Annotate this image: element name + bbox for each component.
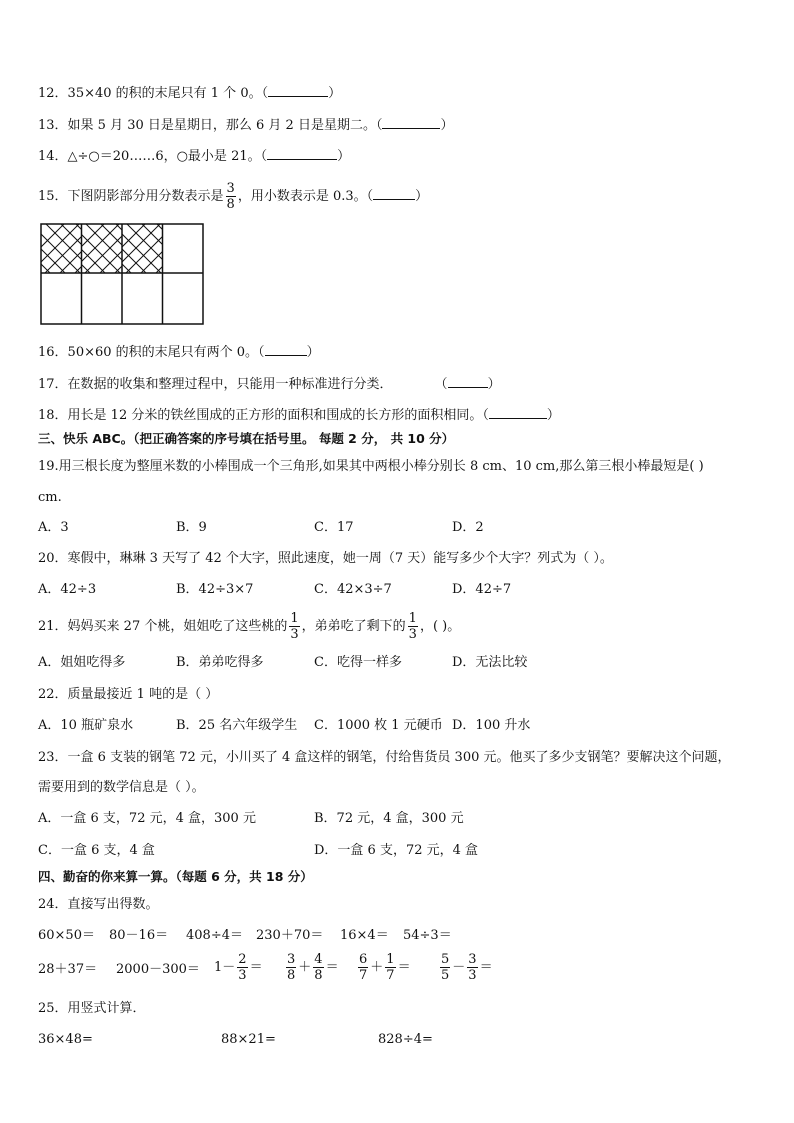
question-15: 15．下图阴影部分用分数表示是 $\frac{3}{8}$ ，用小数表示是 0.3。（ ） (38, 181, 429, 212)
section-4-heading: 四、勤奋的你来算一算。（每题 6 分，共 18 分） (38, 869, 313, 884)
option-a[interactable]: A．一盒 6 支，72 元，4 盒，300 元 (38, 811, 256, 826)
fraction: $\frac{1}{3}$ (408, 611, 417, 642)
option-d[interactable]: D．42÷7 (452, 582, 512, 597)
option-a[interactable]: A．3 (38, 520, 69, 535)
question-19-line2: cm. (38, 490, 62, 505)
question-14: 14．△÷○＝20……6，○最小是 21。（ ） (38, 146, 350, 166)
question-13: 13．如果 5 月 30 日是星期日，那么 6 月 2 日是星期二。（ ） (38, 115, 453, 135)
option-b[interactable]: B．72 元，4 盒，300 元 (314, 811, 464, 826)
hatched-cell (81, 223, 206, 273)
question-24-title: 24．直接写出得数。 (38, 897, 159, 912)
question-23-line1: 23．一盒 6 支装的钢笔 72 元，小川买了 4 盒这样的钢笔，付给售货员 300 元。他买了多少支钢笔？要解决这个问题， (38, 750, 731, 765)
question-20: 20．寒假中，琳琳 3 天写了 42 个大字，照此速度，她一周（7 天）能写多少个大字？列式为（ ）。 (38, 551, 613, 566)
calc-item-fraction: $\frac{6}{7}$ ＋ $\frac{1}{7}$ ＝ (359, 952, 411, 983)
option-c[interactable]: C．1000 枚 1 元硬币 (314, 718, 443, 733)
option-b[interactable]: B．弟弟吃得多 (176, 655, 264, 670)
option-b[interactable]: B．25 名六年级学生 (176, 718, 298, 733)
fraction: $\frac{3}{8}$ (226, 181, 235, 212)
question-17: 17．在数据的收集和整理过程中，只能用一种标准进行分类． （ ） (38, 374, 501, 394)
calc-item: 230＋70＝ (256, 928, 324, 943)
calc-item: 2000－300＝ (116, 962, 200, 977)
option-b[interactable]: B．42÷3×7 (176, 582, 254, 597)
hatched-cell (40, 223, 165, 273)
answer-blank[interactable] (267, 146, 337, 160)
option-a[interactable]: A．姐姐吃得多 (38, 655, 126, 670)
question-17-text: 17．在数据的收集和整理过程中，只能用一种标准进行分类． (38, 377, 393, 392)
calc-item: 408÷4＝ (186, 928, 243, 943)
question-12-text: 12．35×40 的积的末尾只有 1 个 0。（ (38, 86, 269, 101)
answer-blank[interactable] (448, 374, 488, 388)
option-c[interactable]: C．17 (314, 520, 354, 535)
calc-item: 60×50＝ (38, 928, 95, 943)
question-23-line2: 需要用到的数学信息是（ ）。 (38, 780, 205, 795)
shaded-grid-figure (40, 223, 206, 327)
option-d[interactable]: D．100 升水 (452, 718, 531, 733)
question-15-text: 15．下图阴影部分用分数表示是 (38, 189, 224, 204)
question-12: 12．35×40 的积的末尾只有 1 个 0。（ ） (38, 83, 341, 103)
question-25-title: 25．用竖式计算． (38, 1001, 146, 1016)
grid-lines (41, 224, 203, 324)
question-16-text: 16．50×60 的积的末尾只有两个 0。（ (38, 345, 265, 360)
option-b[interactable]: B．9 (176, 520, 207, 535)
answer-blank[interactable] (382, 115, 440, 129)
question-18: 18．用长是 12 分米的铁丝围成的正方形的面积和围成的长方形的面积相同。（ ） (38, 405, 560, 425)
calc-item-fraction: $\frac{5}{5}$ － $\frac{3}{3}$ ＝ (441, 952, 493, 983)
question-22: 22．质量最接近 1 吨的是（ ） (38, 687, 219, 702)
option-c[interactable]: C．吃得一样多 (314, 655, 402, 670)
option-d[interactable]: D．一盒 6 支，72 元，4 盒 (314, 843, 479, 858)
question-21: 21．妈妈买来 27 个桃，姐姐吃了这些桃的 $\frac{1}{3}$ ，弟弟吃了剩下的 $\frac{1}{3}$ ，( )。 (38, 611, 461, 642)
calc-item: 16×4＝ (340, 928, 389, 943)
calc-item: 828÷4= (378, 1032, 433, 1047)
option-a[interactable]: A．42÷3 (38, 582, 97, 597)
calc-item: 54÷3＝ (403, 928, 452, 943)
option-d[interactable]: D．2 (452, 520, 484, 535)
calc-item: 28＋37＝ (38, 962, 98, 977)
question-18-text: 18．用长是 12 分米的铁丝围成的正方形的面积和围成的长方形的面积相同。（ (38, 408, 489, 423)
answer-blank[interactable] (268, 83, 328, 97)
question-13-text: 13．如果 5 月 30 日是星期日，那么 6 月 2 日是星期二。（ (38, 118, 383, 133)
option-a[interactable]: A．10 瓶矿泉水 (38, 718, 134, 733)
option-d[interactable]: D．无法比较 (452, 655, 528, 670)
question-14-text: 14．△÷○＝20……6，○最小是 21。（ (38, 149, 268, 164)
calc-item-fraction: $\frac{3}{8}$ ＋ $\frac{4}{8}$ ＝ (287, 952, 339, 983)
answer-blank[interactable] (373, 186, 415, 200)
fraction: $\frac{1}{3}$ (290, 611, 299, 642)
question-19-line1: 19.用三根长度为整厘米数的小棒围成一个三角形,如果其中两根小棒分别长 8 cm、10 cm,那么第三根小棒最短是( ) (38, 459, 704, 474)
calc-item: 80－16＝ (109, 928, 169, 943)
option-c[interactable]: C．一盒 6 支，4 盒 (38, 843, 155, 858)
calc-item: 88×21= (221, 1032, 276, 1047)
answer-blank[interactable] (265, 342, 307, 356)
answer-blank[interactable] (489, 405, 547, 419)
calc-item-fraction: 1－ $\frac{2}{3}$ ＝ (214, 952, 263, 983)
option-c[interactable]: C．42×3÷7 (314, 582, 392, 597)
calc-item: 36×48= (38, 1032, 93, 1047)
section-3-heading: 三、快乐 ABC。（把正确答案的序号填在括号里。 每题 2 分， 共 10 分） (38, 431, 455, 446)
question-16: 16．50×60 的积的末尾只有两个 0。（ ） (38, 342, 320, 362)
